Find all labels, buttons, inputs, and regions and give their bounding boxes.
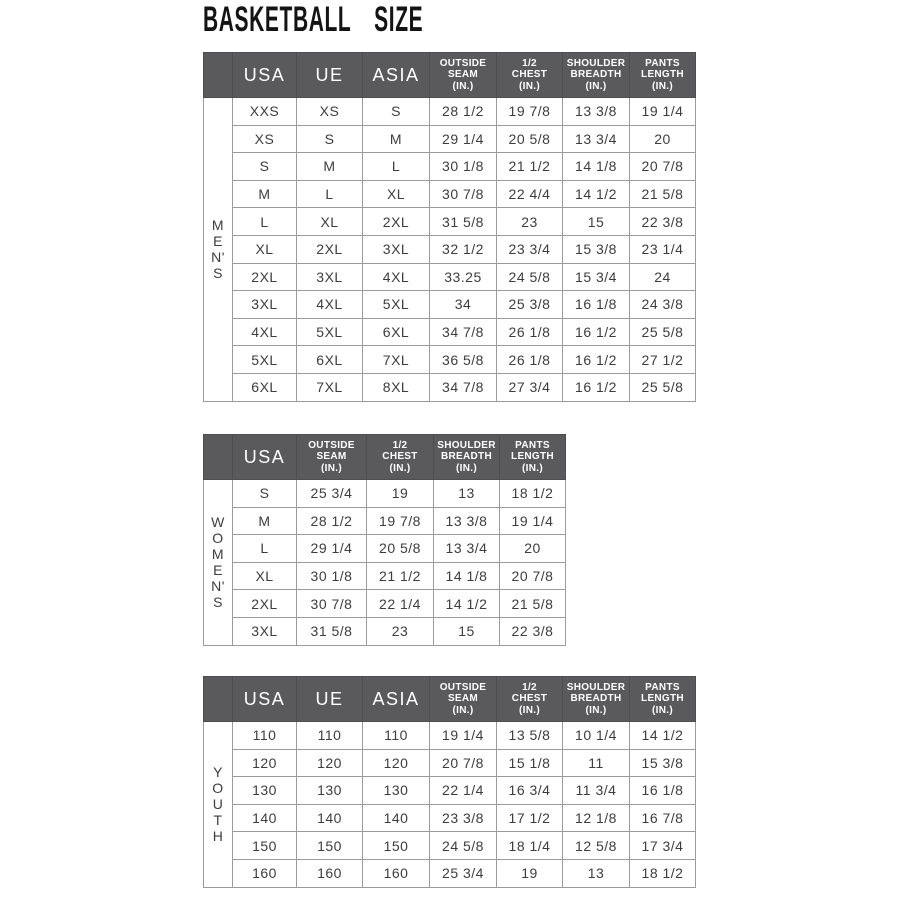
size-cell: 15 (434, 617, 500, 645)
size-cell: 34 7/8 (430, 318, 497, 346)
table-womens (203, 434, 566, 646)
table-row (204, 777, 696, 805)
size-cell: 13 3/4 (434, 535, 500, 563)
size-cell: 19 1/4 (430, 722, 497, 750)
header-corner (204, 435, 233, 480)
size-cell: 14 1/8 (563, 153, 630, 181)
size-cell: 5XL (363, 291, 430, 319)
column-header: 1/2 CHEST (IN.) (497, 53, 563, 98)
size-cell: M (233, 507, 297, 535)
size-cell: 13 (434, 480, 500, 508)
size-cell: 26 1/8 (497, 318, 563, 346)
header-row (204, 53, 696, 98)
column-header: SHOULDER BREADTH (IN.) (563, 53, 630, 98)
column-header: USA (233, 677, 297, 722)
size-cell: 18 1/2 (630, 859, 696, 887)
size-cell: L (297, 180, 363, 208)
size-cell: 30 7/8 (297, 590, 367, 618)
size-cell: 16 7/8 (630, 804, 696, 832)
size-cell: 24 3/8 (630, 291, 696, 319)
table-row (204, 480, 566, 508)
size-cell: 21 5/8 (630, 180, 696, 208)
size-cell: 160 (363, 859, 430, 887)
size-cell: 28 1/2 (430, 98, 497, 126)
size-cell: 3XL (363, 235, 430, 263)
size-cell: 31 5/8 (297, 617, 367, 645)
size-cell: 19 7/8 (497, 98, 563, 126)
table-youth (203, 676, 696, 888)
size-cell: L (233, 208, 297, 236)
table-row (204, 180, 696, 208)
table-row (204, 208, 696, 236)
table-row (204, 535, 566, 563)
size-cell: 21 5/8 (500, 590, 566, 618)
size-cell: 25 3/8 (497, 291, 563, 319)
size-table (203, 434, 566, 646)
size-cell: 22 3/8 (500, 617, 566, 645)
size-cell: 16 1/2 (563, 373, 630, 401)
size-cell: 20 (630, 125, 696, 153)
size-cell: 11 3/4 (563, 777, 630, 805)
column-header: OUTSIDE SEAM (IN.) (297, 435, 367, 480)
size-cell: 120 (297, 749, 363, 777)
size-cell: S (363, 98, 430, 126)
size-cell: XXS (233, 98, 297, 126)
table-row (204, 722, 696, 750)
size-cell: 24 5/8 (497, 263, 563, 291)
size-cell: 25 3/4 (297, 480, 367, 508)
size-cell: 16 3/4 (497, 777, 563, 805)
size-cell: 27 1/2 (630, 346, 696, 374)
size-cell: 34 7/8 (430, 373, 497, 401)
table-row (204, 153, 696, 181)
table-row (204, 859, 696, 887)
size-cell: 18 1/2 (500, 480, 566, 508)
size-cell: 6XL (363, 318, 430, 346)
size-cell: 10 1/4 (563, 722, 630, 750)
table-row (204, 291, 696, 319)
column-header: UE (297, 53, 363, 98)
size-cell: 4XL (233, 318, 297, 346)
size-cell: 18 1/4 (497, 832, 563, 860)
size-cell: 4XL (363, 263, 430, 291)
header-corner (204, 53, 233, 98)
size-cell: 16 1/8 (630, 777, 696, 805)
size-cell: 160 (233, 859, 297, 887)
table-row (204, 507, 566, 535)
size-cell: 6XL (233, 373, 297, 401)
size-cell: 5XL (297, 318, 363, 346)
size-cell: S (233, 153, 297, 181)
size-cell: 5XL (233, 346, 297, 374)
size-cell: 17 1/2 (497, 804, 563, 832)
size-cell: 14 1/2 (434, 590, 500, 618)
size-cell: 130 (233, 777, 297, 805)
size-cell: 120 (233, 749, 297, 777)
header-corner (204, 677, 233, 722)
size-cell: 25 5/8 (630, 318, 696, 346)
column-header: SHOULDER BREADTH (IN.) (434, 435, 500, 480)
size-cell: 3XL (233, 291, 297, 319)
size-cell: 28 1/2 (297, 507, 367, 535)
column-header: PANTS LENGTH (IN.) (500, 435, 566, 480)
size-cell: L (363, 153, 430, 181)
size-cell: M (363, 125, 430, 153)
column-header: OUTSIDE SEAM (IN.) (430, 53, 497, 98)
table-row (204, 125, 696, 153)
size-cell: 13 3/8 (563, 98, 630, 126)
size-cell: 110 (363, 722, 430, 750)
column-header: OUTSIDE SEAM (IN.) (430, 677, 497, 722)
table-row (204, 346, 696, 374)
group-label: Y O U T H (204, 722, 233, 888)
size-cell: 19 1/4 (500, 507, 566, 535)
size-cell: 3XL (233, 617, 297, 645)
size-cell: 20 7/8 (630, 153, 696, 181)
size-cell: 150 (297, 832, 363, 860)
size-cell: 27 3/4 (497, 373, 563, 401)
size-cell: M (297, 153, 363, 181)
group-label: M E N' S (204, 98, 233, 402)
size-cell: 22 1/4 (430, 777, 497, 805)
size-cell: 160 (297, 859, 363, 887)
table-row (204, 832, 696, 860)
size-cell: 2XL (297, 235, 363, 263)
size-cell: 29 1/4 (297, 535, 367, 563)
table-row (204, 373, 696, 401)
size-cell: 26 1/8 (497, 346, 563, 374)
size-cell: 150 (363, 832, 430, 860)
size-cell: 130 (363, 777, 430, 805)
size-cell: 23 (497, 208, 563, 236)
table-row (204, 617, 566, 645)
size-cell: 19 (497, 859, 563, 887)
column-header: ASIA (363, 53, 430, 98)
size-cell: 110 (233, 722, 297, 750)
column-header: 1/2 CHEST (IN.) (497, 677, 563, 722)
column-header: PANTS LENGTH (IN.) (630, 53, 696, 98)
size-cell: XL (297, 208, 363, 236)
size-cell: 25 3/4 (430, 859, 497, 887)
size-cell: 20 (500, 535, 566, 563)
size-cell: 15 1/8 (497, 749, 563, 777)
size-cell: 22 3/8 (630, 208, 696, 236)
size-table (203, 52, 696, 402)
size-cell: XS (233, 125, 297, 153)
column-header: UE (297, 677, 363, 722)
table-row (204, 318, 696, 346)
size-cell: XL (233, 562, 297, 590)
size-cell: 23 3/4 (497, 235, 563, 263)
size-cell: 140 (233, 804, 297, 832)
table-row (204, 804, 696, 832)
size-cell: 2XL (233, 590, 297, 618)
size-cell: 13 3/8 (434, 507, 500, 535)
size-cell: 4XL (297, 291, 363, 319)
table-row (204, 749, 696, 777)
size-cell: 13 (563, 859, 630, 887)
table-row (204, 98, 696, 126)
size-cell: 32 1/2 (430, 235, 497, 263)
size-cell: M (233, 180, 297, 208)
size-cell: 20 5/8 (367, 535, 434, 563)
size-cell: 15 (563, 208, 630, 236)
size-cell: 6XL (297, 346, 363, 374)
group-label: W O M E N' S (204, 480, 233, 646)
size-cell: 110 (297, 722, 363, 750)
size-cell: 7XL (297, 373, 363, 401)
size-cell: 20 7/8 (430, 749, 497, 777)
header-row (204, 677, 696, 722)
size-table (203, 676, 696, 888)
size-cell: 15 3/8 (630, 749, 696, 777)
size-cell: 7XL (363, 346, 430, 374)
size-cell: 16 1/2 (563, 346, 630, 374)
size-cell: 120 (363, 749, 430, 777)
size-cell: 22 1/4 (367, 590, 434, 618)
size-cell: 21 1/2 (367, 562, 434, 590)
size-cell: 24 5/8 (430, 832, 497, 860)
size-cell: 24 (630, 263, 696, 291)
column-header: PANTS LENGTH (IN.) (630, 677, 696, 722)
size-cell: 14 1/2 (563, 180, 630, 208)
size-cell: 17 3/4 (630, 832, 696, 860)
size-cell: 16 1/2 (563, 318, 630, 346)
size-cell: 36 5/8 (430, 346, 497, 374)
column-header: 1/2 CHEST (IN.) (367, 435, 434, 480)
size-cell: L (233, 535, 297, 563)
size-cell: XL (363, 180, 430, 208)
size-cell: 3XL (297, 263, 363, 291)
size-cell: XL (233, 235, 297, 263)
size-cell: 29 1/4 (430, 125, 497, 153)
table-row (204, 562, 566, 590)
size-cell: 33.25 (430, 263, 497, 291)
size-cell: 13 5/8 (497, 722, 563, 750)
size-cell: 14 1/8 (434, 562, 500, 590)
size-cell: 140 (297, 804, 363, 832)
size-cell: 30 1/8 (430, 153, 497, 181)
size-cell: 140 (363, 804, 430, 832)
size-cell: 22 4/4 (497, 180, 563, 208)
table-row (204, 263, 696, 291)
size-cell: S (233, 480, 297, 508)
table-row (204, 235, 696, 263)
table-row (204, 590, 566, 618)
size-cell: 2XL (233, 263, 297, 291)
size-cell: 8XL (363, 373, 430, 401)
size-cell: 2XL (363, 208, 430, 236)
size-cell: 11 (563, 749, 630, 777)
size-cell: 30 7/8 (430, 180, 497, 208)
size-cell: 19 (367, 480, 434, 508)
size-cell: 23 3/8 (430, 804, 497, 832)
column-header: ASIA (363, 677, 430, 722)
size-cell: 19 7/8 (367, 507, 434, 535)
table-mens (203, 52, 696, 402)
size-cell: 16 1/8 (563, 291, 630, 319)
size-cell: 23 1/4 (630, 235, 696, 263)
size-cell: 34 (430, 291, 497, 319)
size-cell: 20 7/8 (500, 562, 566, 590)
size-cell: 15 3/8 (563, 235, 630, 263)
size-cell: 150 (233, 832, 297, 860)
column-header: USA (233, 435, 297, 480)
page-title: BASKETBALL SIZE (203, 0, 424, 39)
size-cell: 15 3/4 (563, 263, 630, 291)
size-cell: 19 1/4 (630, 98, 696, 126)
size-cell: S (297, 125, 363, 153)
size-cell: 21 1/2 (497, 153, 563, 181)
size-cell: XS (297, 98, 363, 126)
size-cell: 12 5/8 (563, 832, 630, 860)
size-cell: 25 5/8 (630, 373, 696, 401)
size-cell: 130 (297, 777, 363, 805)
size-cell: 30 1/8 (297, 562, 367, 590)
column-header: SHOULDER BREADTH (IN.) (563, 677, 630, 722)
size-cell: 23 (367, 617, 434, 645)
size-cell: 14 1/2 (630, 722, 696, 750)
size-cell: 31 5/8 (430, 208, 497, 236)
size-cell: 12 1/8 (563, 804, 630, 832)
size-cell: 13 3/4 (563, 125, 630, 153)
header-row (204, 435, 566, 480)
size-cell: 20 5/8 (497, 125, 563, 153)
column-header: USA (233, 53, 297, 98)
